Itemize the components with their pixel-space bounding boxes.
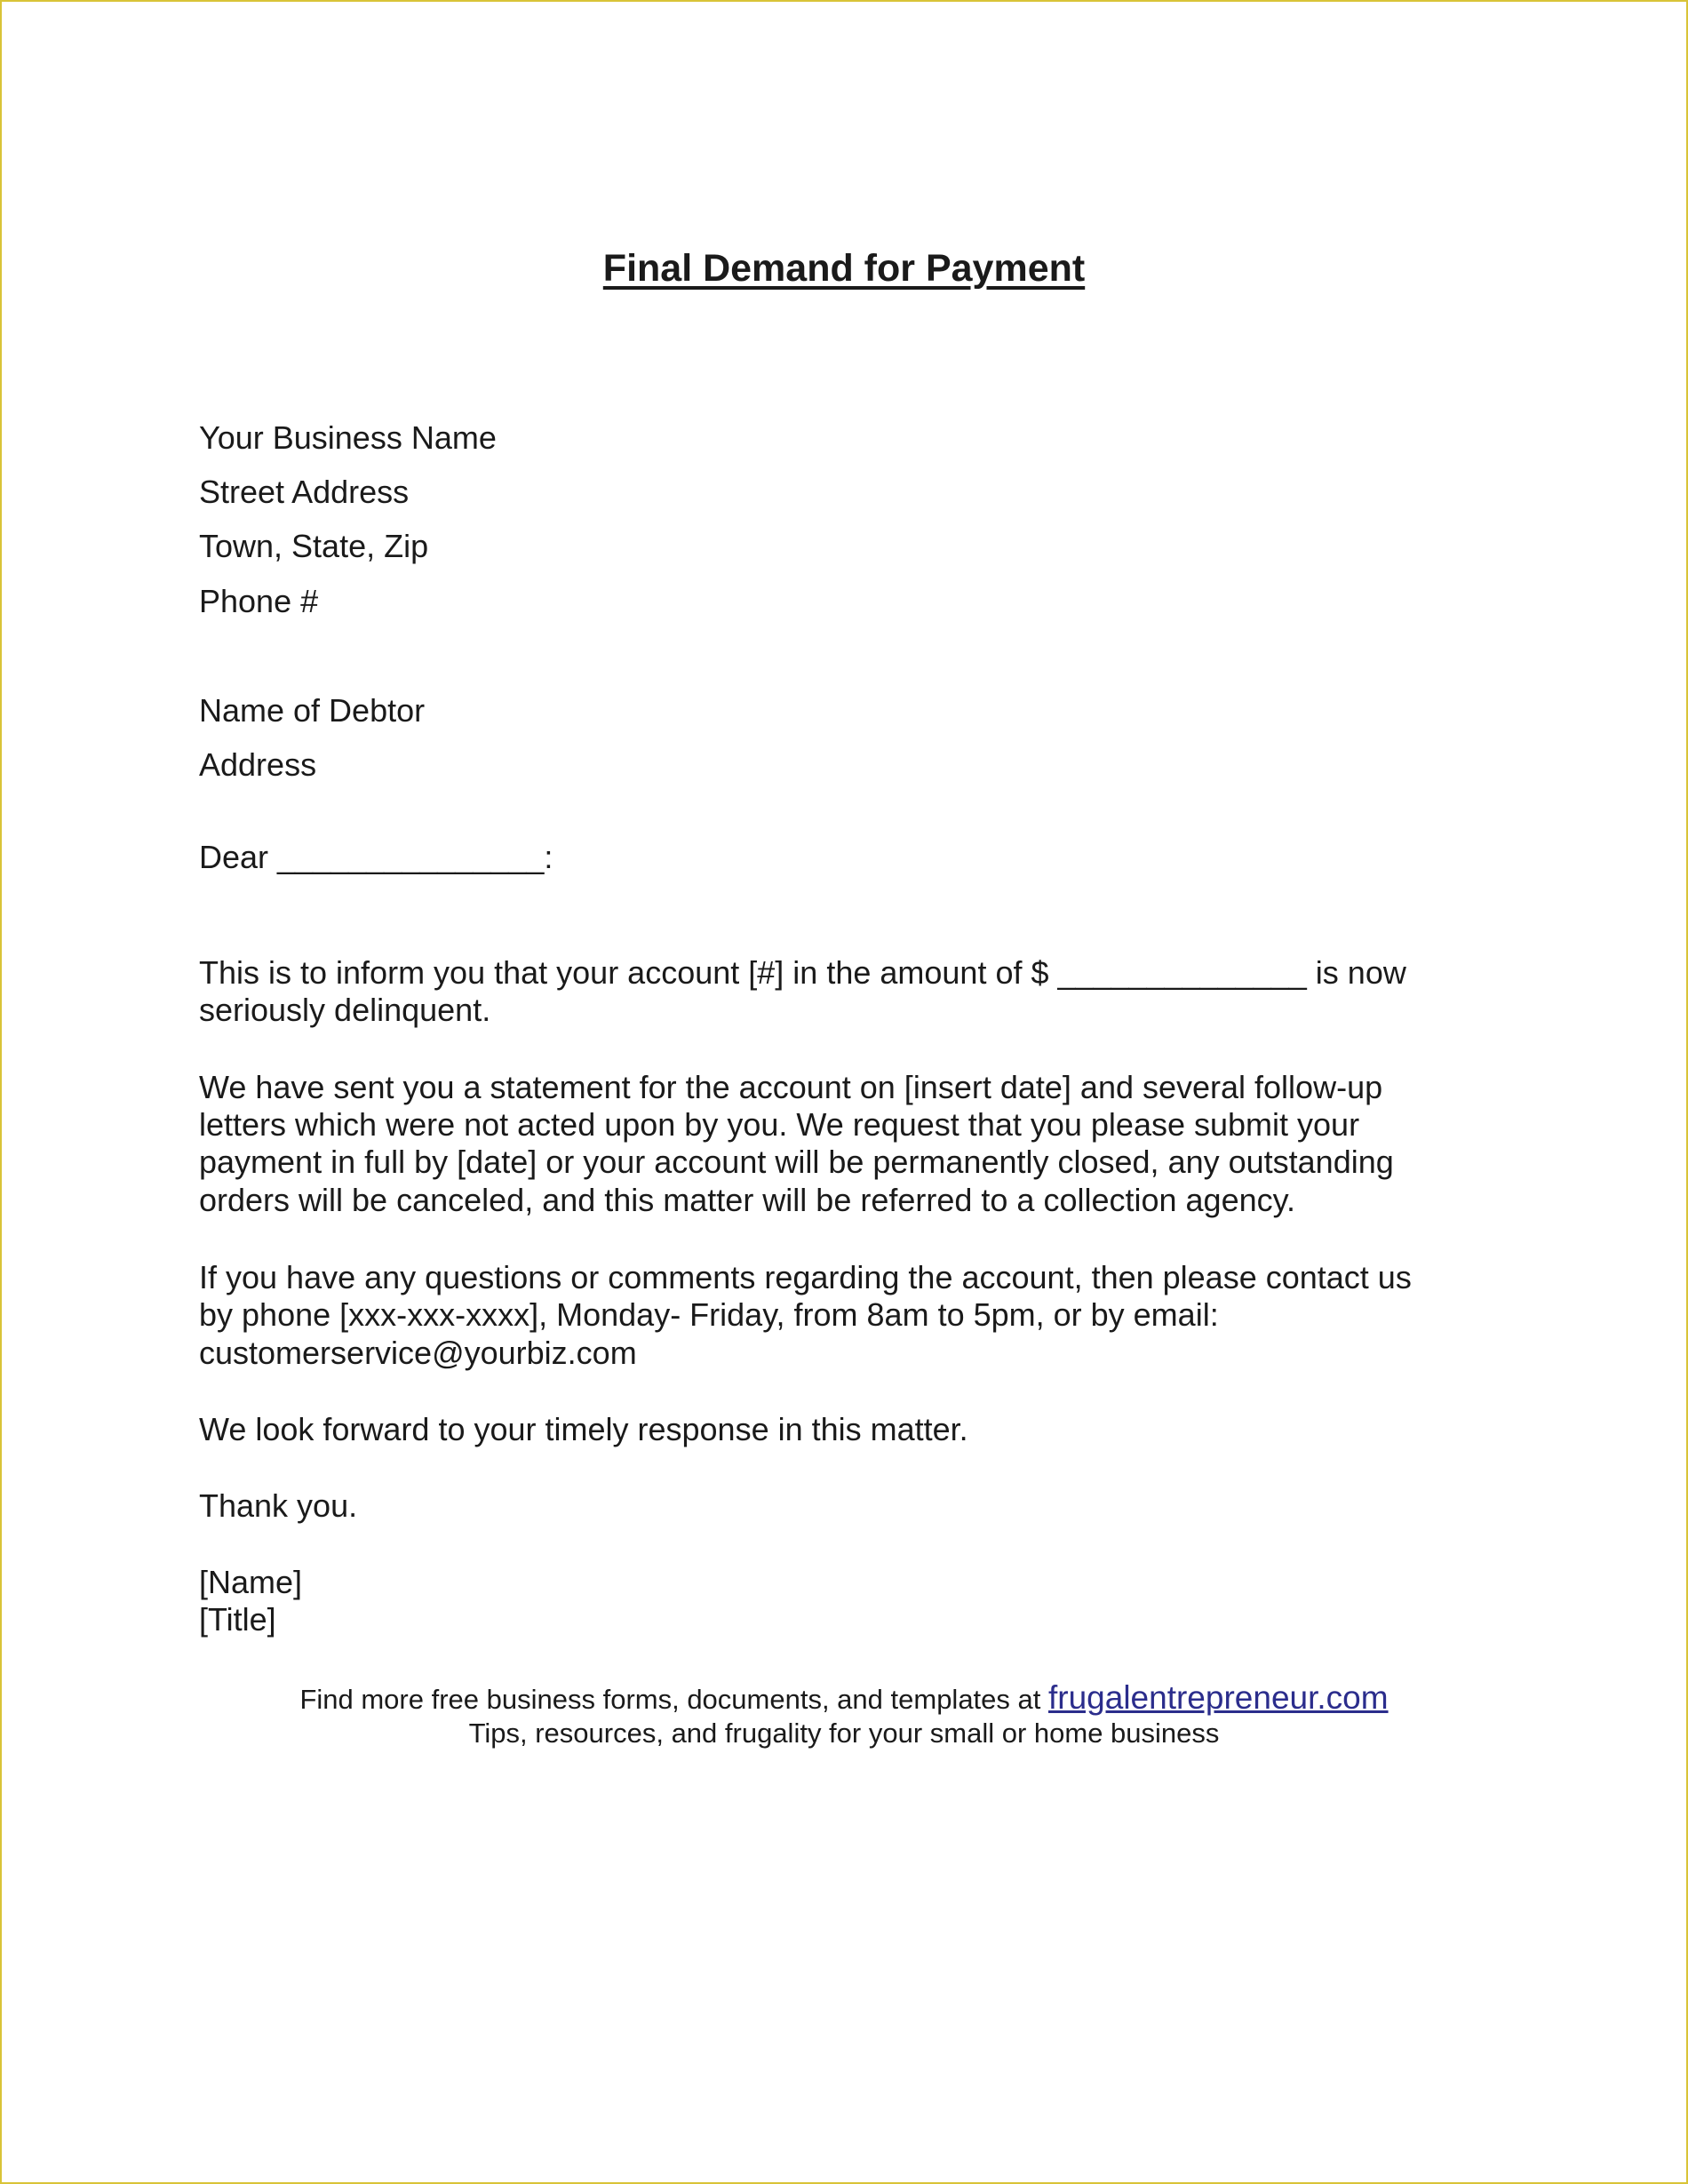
- footer-tagline: Tips, resources, and frugality for your small or home business: [468, 1718, 1220, 1749]
- signature-name: [Name]: [199, 1564, 303, 1600]
- salutation: Dear _______________:: [199, 839, 553, 875]
- sender-street: Street Address: [199, 474, 410, 510]
- paragraph2-line2: letters which were not acted upon by you. We request that you please submit your: [199, 1106, 1360, 1143]
- paragraph4: We look forward to your timely response in this matter.: [199, 1411, 968, 1447]
- paragraph3-line2: by phone [xxx-xxx-xxxx], Monday- Friday, from 8am to 5pm, or by email:: [199, 1296, 1219, 1333]
- recipient-address: Address: [199, 746, 317, 783]
- paragraph1-line2: seriously delinquent.: [199, 992, 491, 1028]
- paragraph2-line4: orders will be canceled, and this matter will be referred to a collection agency.: [199, 1182, 1295, 1218]
- paragraph1-line1: This is to inform you that your account [#] in the amount of $ ______________ is now: [199, 954, 1406, 991]
- paragraph2-line1: We have sent you a statement for the account on [insert date] and several follow-up: [199, 1069, 1383, 1105]
- sender-phone: Phone #: [199, 583, 319, 619]
- sender-business-name: Your Business Name: [199, 419, 497, 456]
- closing: Thank you.: [199, 1487, 358, 1524]
- footer-text: Find more free business forms, documents, and templates at: [299, 1684, 1048, 1715]
- paragraph3-line3: customerservice@yourbiz.com: [199, 1335, 637, 1371]
- signature-title: [Title]: [199, 1601, 276, 1638]
- letter-title: Final Demand for Payment: [602, 247, 1086, 290]
- sender-town: Town, State, Zip: [199, 528, 429, 564]
- recipient-name: Name of Debtor: [199, 692, 426, 729]
- paragraph3-line1: If you have any questions or comments regarding the account, then please contact us: [199, 1259, 1412, 1295]
- paragraph2-line3: payment in full by [date] or your account will be permanently closed, any outstanding: [199, 1144, 1394, 1180]
- footer-link[interactable]: frugalentrepreneur.com: [1048, 1679, 1389, 1716]
- footer-promo: [2, 1681, 1686, 1717]
